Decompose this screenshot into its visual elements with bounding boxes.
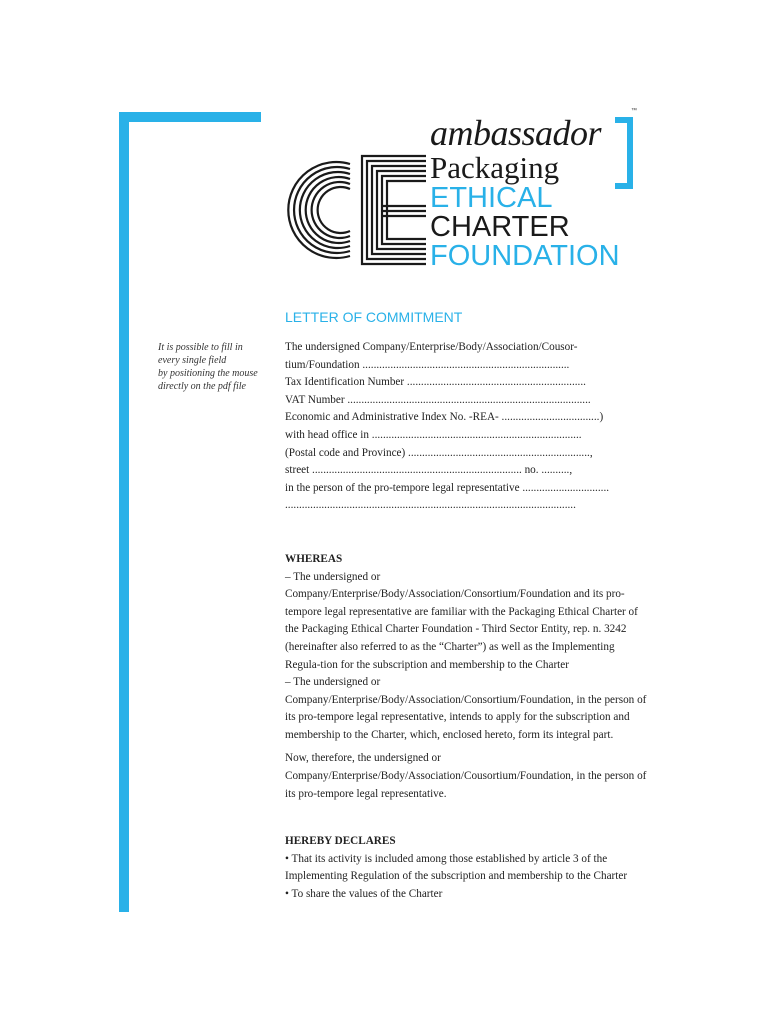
note-line: by positioning the mouse bbox=[158, 368, 258, 379]
left-bracket-decoration bbox=[119, 112, 261, 912]
ce-logo-icon bbox=[278, 150, 428, 270]
rea-index-field[interactable]: Economic and Administrative Index No. -REA- ...................................) bbox=[285, 411, 604, 424]
letter-body bbox=[285, 339, 650, 904]
declaration-item: • To share the values of the Charter bbox=[285, 888, 443, 901]
company-type-line: The undersigned Company/Enterprise/Body/Association/Cousor- bbox=[285, 341, 578, 353]
brand-packaging: Packaging bbox=[430, 150, 560, 185]
head-office-field[interactable]: with head office in ........................................................................... bbox=[285, 428, 582, 441]
tax-id-field[interactable]: Tax Identification Number ................................................................ bbox=[285, 376, 586, 389]
fill-instructions bbox=[158, 341, 278, 393]
brand-charter: CHARTER bbox=[430, 211, 570, 243]
representative-field[interactable]: in the person of the pro-tempore legal representative ............................... bbox=[285, 481, 610, 494]
right-bracket-decoration bbox=[615, 117, 633, 189]
whereas-heading: WHEREAS bbox=[285, 552, 343, 565]
therefore-paragraph: Now, therefore, the undersigned or Company/Enterprise/Body/Association/Cousortium/Foundation, in the person of its pro-tempore legal representative. bbox=[285, 752, 647, 800]
note-line: every single field bbox=[158, 355, 227, 366]
brand-foundation: FOUNDATION bbox=[430, 240, 620, 272]
page-title: LETTER OF COMMITMENT bbox=[285, 309, 463, 325]
brand-ambassador: ambassador bbox=[430, 113, 602, 153]
representative-name-field[interactable]: ........................................................................................................ bbox=[285, 499, 576, 512]
declaration-item: • That its activity is included among those established by article 3 of the Implementing Regulation of the subscription and membership to the Charter bbox=[285, 852, 628, 883]
postal-code-field[interactable]: (Postal code and Province) ................................................................., bbox=[285, 446, 593, 459]
note-line: It is possible to fill in bbox=[158, 342, 243, 353]
trademark-symbol: ™ bbox=[631, 108, 637, 114]
whereas-paragraph: – The undersigned or Company/Enterprise/Body/Association/Consortium/Foundation and its pro-tempore legal representative are familiar with the Packaging Ethical Charter of the Packaging Ethical Charter Foundation - Third Sector Entity, rep. n. 3242 (hereinafter also referred to as the “Charter”) as well as the Implementing Regula-tion for the subscription and membership to the Charter bbox=[285, 570, 638, 671]
street-field[interactable]: street ........................................................................... no. .........., bbox=[285, 464, 573, 477]
declares-heading: HEREBY DECLARES bbox=[285, 835, 396, 848]
note-line: directly on the pdf file bbox=[158, 381, 246, 392]
whereas-paragraph: – The undersigned or Company/Enterprise/Body/Association/Consortium/Foundation, in the person of its pro-tempore legal representative, intends to apply for the subscription and membership to the Charter, which, enclosed hereto, form its integral part. bbox=[285, 676, 647, 741]
company-name-field[interactable]: tium/Foundation .......................................................................... bbox=[285, 358, 570, 371]
brand-ethical: ETHICAL bbox=[430, 182, 553, 214]
vat-number-field[interactable]: VAT Number ....................................................................................... bbox=[285, 393, 591, 406]
